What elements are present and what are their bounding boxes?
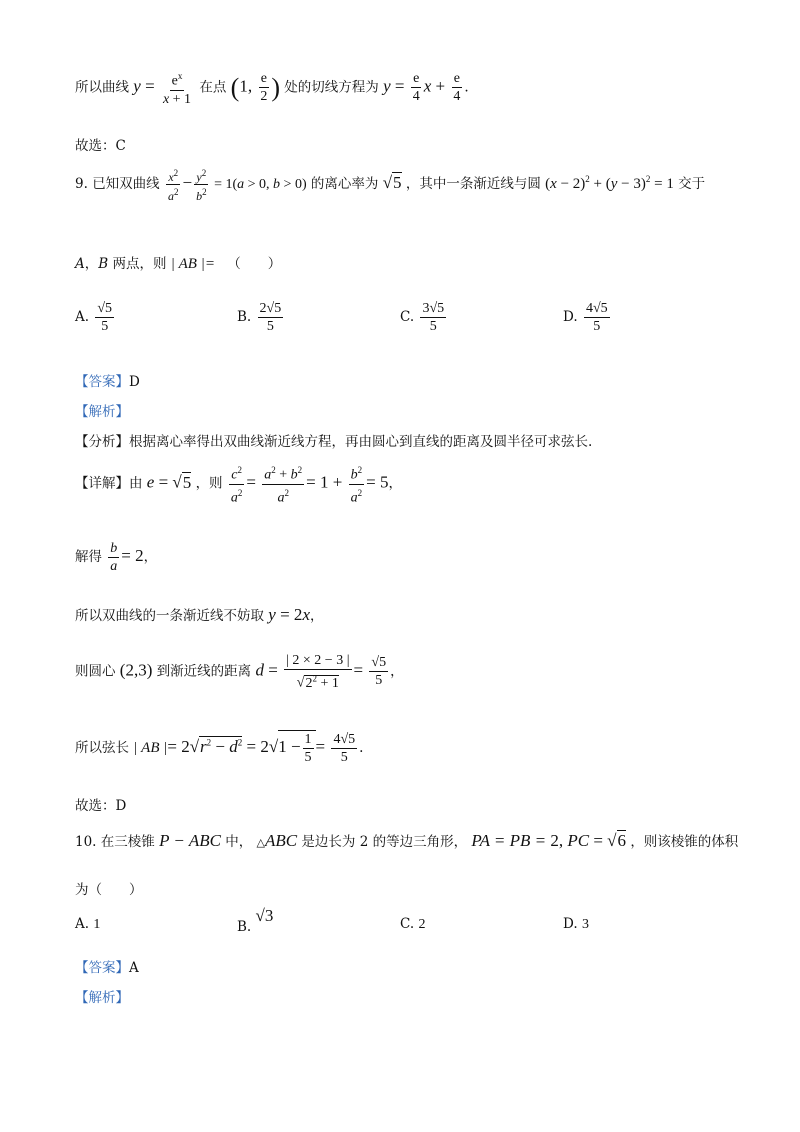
q9-stem-line1: 9. 已知双曲线 $\frac{x^2}{a^2}$ − $\frac{y^2}{b^2}$ = 1(a > 0, b > 0) 的离心率为 √5 ，其中一条渐近线与圆 $(x - 2)^2 + (y - 3)^2 = 1$ 交于 (75, 168, 706, 203)
q9-option-c[interactable]: C. $\frac{3√5}{5}$ (400, 301, 445, 334)
tangent-conclusion-line: 所以曲线 y = $\frac{e^x}{x + 1}$ 在点 (1, $\frac{e}{2}$ ) 处的切线方程为 y = $\frac{e}{4}$ x + $\frac{e}{4}$ . (75, 68, 469, 108)
q9-detail-line1: 【详解】由 e = √5 ，则 $\frac{c^2}{a^2}$ = $\frac{a^2 + b^2}{a^2}$ = 1 + $\frac{b^2}{a^2}$ = 5， (75, 462, 402, 506)
q9-choose: 故选：D (75, 798, 127, 814)
q10-analysis-heading: 【解析】 (75, 990, 129, 1006)
q10-option-b[interactable]: B. √3 (237, 906, 274, 935)
q9-option-a[interactable]: A. $\frac{√5}{5}$ (75, 301, 113, 334)
q9-fenxi: 【分析】根据离心率得出双曲线渐近线方程，再由圆心到直线的距离及圆半径可求弦长. (75, 434, 593, 450)
q9-detail-line2: 解得 $\frac{b}{a}$ = 2， (75, 541, 158, 574)
q10-stem-line1: 10. 在三棱锥 P − ABC 中， △ABC 是边长为 2 的等边三角形， PA = PB = 2, PC = √6 ，则该棱锥的体积 (75, 831, 739, 850)
q9-number: 9. (75, 176, 88, 192)
q9-option-b[interactable]: B. $\frac{2√5}{5}$ (237, 301, 282, 334)
q9-detail-line5: 所以弦长 | AB |= $2√r^2 - d^2 = 2√1$ − $\frac{1}{5}$ = $\frac{4√5}{5}$ . (75, 732, 364, 765)
q9-detail-line4: 则圆心 (2,3) 到渐近线的距离 d = $\frac{| 2 \times 2 - 3 |}{√2^2 + 1}$ = $\frac{√5}{5}$ ， (75, 653, 404, 691)
q10-number: 10. (75, 834, 97, 850)
q9-option-d[interactable]: D. $\frac{4√5}{5}$ (563, 301, 608, 334)
q10-stem-line2: 为（ ） (75, 882, 143, 898)
q9-analysis-heading: 【解析】 (75, 404, 129, 420)
q10-option-d[interactable]: D. 3 (563, 916, 589, 932)
answer-choice-c: 故选：C (75, 138, 126, 154)
q9-stem-line2: A，B 两点，则 | AB |= （ ） (75, 256, 282, 272)
q10-option-c[interactable]: C. 2 (400, 916, 426, 932)
q9-answer: 【答案】D (75, 374, 140, 390)
q10-option-a[interactable]: A. 1 (75, 916, 101, 932)
q10-answer: 【答案】A (75, 960, 139, 976)
q9-paren: （ ） (227, 256, 282, 272)
q9-detail-line3: 所以双曲线的一条渐近线不妨取 y = 2x， (75, 605, 324, 624)
